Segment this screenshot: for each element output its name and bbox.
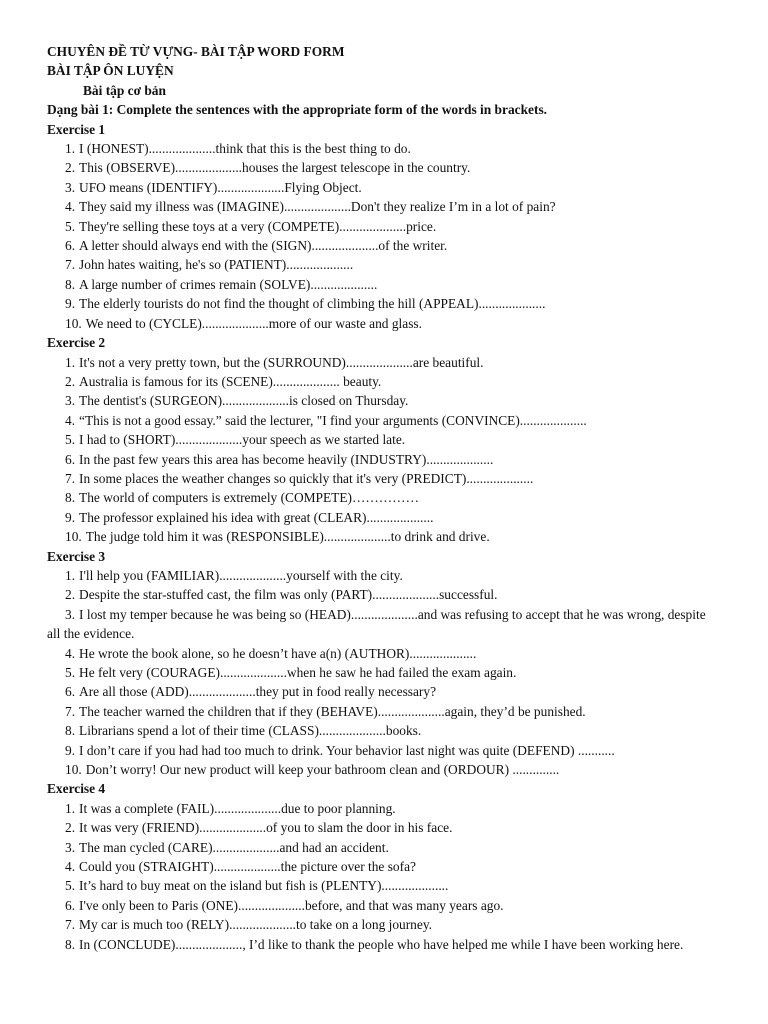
item-number: 2. bbox=[65, 373, 76, 389]
exercise-item bbox=[47, 197, 716, 216]
exercise-item bbox=[47, 702, 716, 721]
exercise-list bbox=[47, 120, 716, 954]
item-number: 3. bbox=[65, 839, 76, 855]
item-number: 5. bbox=[65, 432, 76, 448]
exercise-item bbox=[47, 818, 716, 837]
item-number: 5. bbox=[65, 218, 76, 234]
exercise-item bbox=[47, 353, 716, 372]
item-text: A letter should always end with the (SIGN)....................of the writer. bbox=[79, 238, 448, 254]
exercise-item bbox=[47, 935, 716, 954]
exercise-section bbox=[47, 547, 716, 780]
exercise-section bbox=[47, 779, 716, 954]
item-number: 7. bbox=[65, 703, 76, 719]
exercise-title: Exercise 4 bbox=[47, 781, 106, 797]
exercise-item bbox=[47, 178, 716, 197]
exercise-item bbox=[47, 896, 716, 915]
exercise-item bbox=[47, 391, 716, 410]
item-number: 1. bbox=[65, 800, 76, 816]
item-text: I had to (SHORT)....................your speech as we started late. bbox=[79, 432, 406, 448]
item-number: 1. bbox=[65, 567, 76, 583]
item-text: The elderly tourists do not find the thought of climbing the hill (APPEAL).................... bbox=[79, 296, 546, 312]
item-text: The world of computers is extremely (COMPETE)…………… bbox=[79, 490, 419, 506]
item-text: The teacher warned the children that if they (BEHAVE)....................again, they’d be punished. bbox=[79, 703, 586, 719]
exercise-item bbox=[47, 430, 716, 449]
exercise-item bbox=[47, 721, 716, 740]
item-number: 3. bbox=[65, 179, 76, 195]
item-number: 10. bbox=[65, 762, 82, 778]
item-text: They said my illness was (IMAGINE)....................Don't they realize I’m in a lot of pain? bbox=[79, 199, 556, 215]
item-number: 4. bbox=[65, 199, 76, 215]
item-number: 4. bbox=[65, 859, 76, 875]
item-text: The judge told him it was (RESPONSIBLE)....................to drink and drive. bbox=[85, 529, 490, 545]
item-number: 1. bbox=[65, 141, 76, 157]
item-text: I've only been to Paris (ONE)....................before, and that was many years ago. bbox=[79, 897, 504, 913]
item-text: Australia is famous for its (SCENE).................... beauty. bbox=[79, 373, 382, 389]
exercise-item bbox=[47, 838, 716, 857]
exercise-item bbox=[47, 469, 716, 488]
exercise-item bbox=[47, 760, 716, 779]
exercise-item bbox=[47, 217, 716, 236]
item-number: 9. bbox=[65, 742, 76, 758]
item-number: 5. bbox=[65, 665, 76, 680]
instruction-heading: Dạng bài 1: Complete the sentences with the appropriate form of the words in brackets. bbox=[47, 102, 547, 118]
exercise-item bbox=[47, 372, 716, 391]
item-number: 7. bbox=[65, 470, 76, 486]
item-text: He felt very (COURAGE)....................when he saw he had failed the exam again. bbox=[79, 665, 517, 680]
item-text: Could you (STRAIGHT)....................the picture over the sofa? bbox=[79, 859, 416, 875]
exercise-item bbox=[47, 158, 716, 177]
item-text: John hates waiting, he's so (PATIENT).................... bbox=[79, 257, 354, 273]
item-number: 2. bbox=[65, 820, 76, 836]
item-number: 10. bbox=[65, 315, 82, 331]
item-number: 2. bbox=[65, 587, 76, 603]
item-text: Librarians spend a lot of their time (CLASS)....................books. bbox=[79, 723, 422, 739]
item-number: 4. bbox=[65, 412, 76, 428]
exercise-item bbox=[47, 488, 716, 507]
exercise-item bbox=[47, 566, 716, 585]
item-text: I don’t care if you had had too much to drink. Your behavior last night was quite (DEFEND) ........... bbox=[79, 742, 615, 758]
item-text: A large number of crimes remain (SOLVE).................... bbox=[79, 276, 378, 292]
item-text: It's not a very pretty town, but the (SURROUND)....................are beautiful. bbox=[79, 354, 484, 370]
item-text: It was very (FRIEND)....................of you to slam the door in his face. bbox=[79, 820, 453, 836]
exercise-item bbox=[47, 915, 716, 934]
item-number: 1. bbox=[65, 354, 76, 370]
exercise-section bbox=[47, 120, 716, 333]
item-text: The professor explained his idea with great (CLEAR).................... bbox=[79, 509, 434, 525]
item-number: 7. bbox=[65, 917, 76, 933]
exercise-item bbox=[47, 644, 716, 663]
exercise-item bbox=[47, 741, 716, 760]
exercise-item bbox=[47, 314, 716, 333]
item-number: 10. bbox=[65, 529, 82, 545]
document-subtitle: BÀI TẬP ÔN LUYỆN bbox=[47, 63, 174, 79]
item-text: In some places the weather changes so quickly that it's very (PREDICT).................... bbox=[79, 470, 534, 486]
exercise-item bbox=[47, 411, 716, 430]
item-number: 2. bbox=[65, 160, 76, 176]
exercise-item bbox=[47, 255, 716, 274]
exercise-item bbox=[47, 585, 716, 604]
level-heading: Bài tập cơ bản bbox=[83, 82, 166, 98]
item-text: This (OBSERVE)....................houses the largest telescope in the country. bbox=[79, 160, 471, 176]
exercise-item bbox=[47, 605, 716, 644]
exercise-item bbox=[47, 450, 716, 469]
exercise-title: Exercise 3 bbox=[47, 548, 106, 564]
item-number: 6. bbox=[65, 238, 76, 254]
document-title: CHUYÊN ĐỀ TỪ VỰNG- BÀI TẬP WORD FORM bbox=[47, 44, 345, 59]
exercise-item bbox=[47, 139, 716, 158]
item-number: 4. bbox=[65, 645, 76, 661]
item-number: 6. bbox=[65, 897, 76, 913]
item-number: 9. bbox=[65, 509, 76, 525]
exercise-item bbox=[47, 799, 716, 818]
exercise-section bbox=[47, 333, 716, 546]
item-text: I (HONEST)....................think that this is the best thing to do. bbox=[79, 141, 411, 157]
item-number: 6. bbox=[65, 684, 76, 700]
exercise-item bbox=[47, 682, 716, 701]
exercise-item bbox=[47, 527, 716, 546]
item-text: In the past few years this area has become heavily (INDUSTRY).................... bbox=[79, 451, 494, 467]
item-text: The man cycled (CARE)....................and had an accident. bbox=[79, 839, 389, 855]
item-text: “This is not a good essay.” said the lecturer, "I find your arguments (CONVINCE).................... bbox=[79, 412, 587, 428]
item-number: 8. bbox=[65, 936, 76, 952]
item-text: Are all those (ADD)....................they put in food really necessary? bbox=[79, 684, 437, 700]
exercise-item bbox=[47, 508, 716, 527]
exercise-item bbox=[47, 275, 716, 294]
exercise-title: Exercise 2 bbox=[47, 335, 106, 351]
item-text: It was a complete (FAIL)....................due to poor planning. bbox=[79, 800, 396, 816]
item-text: They're selling these toys at a very (COMPETE)....................price. bbox=[79, 218, 437, 234]
item-text: He wrote the book alone, so he doesn’t have a(n) (AUTHOR).................... bbox=[79, 645, 477, 661]
item-text: The dentist's (SURGEON)....................is closed on Thursday. bbox=[79, 393, 409, 409]
item-text: It’s hard to buy meat on the island but fish is (PLENTY).................... bbox=[79, 878, 449, 894]
exercise-title: Exercise 1 bbox=[47, 121, 106, 137]
item-text: My car is much too (RELY)....................to take on a long journey. bbox=[79, 917, 432, 933]
item-text: I lost my temper because he was being so (HEAD)....................and was refusing to accept that he was wrong, despite all the evidence. bbox=[47, 606, 706, 642]
item-text: Don’t worry! Our new product will keep your bathroom clean and (ORDOUR) .............. bbox=[85, 762, 560, 778]
item-number: 8. bbox=[65, 723, 76, 739]
item-text: We need to (CYCLE)....................more of our waste and glass. bbox=[85, 315, 422, 331]
item-number: 8. bbox=[65, 276, 76, 292]
exercise-item bbox=[47, 294, 716, 313]
exercise-item bbox=[47, 876, 716, 895]
item-text: Despite the star-stuffed cast, the film was only (PART)....................successful. bbox=[79, 587, 498, 603]
exercise-item bbox=[47, 663, 716, 682]
item-text: I'll help you (FAMILIAR)....................yourself with the city. bbox=[79, 567, 403, 583]
item-number: 5. bbox=[65, 878, 76, 894]
item-text: In (CONCLUDE)...................., I’d like to thank the people who have helped me while I have been working here. bbox=[79, 936, 684, 952]
exercise-item bbox=[47, 236, 716, 255]
exercise-item bbox=[47, 857, 716, 876]
item-number: 7. bbox=[65, 257, 76, 273]
item-number: 6. bbox=[65, 451, 76, 467]
item-number: 8. bbox=[65, 490, 76, 506]
item-number: 9. bbox=[65, 296, 76, 312]
item-number: 3. bbox=[65, 393, 76, 409]
item-number: 3. bbox=[65, 606, 76, 622]
item-text: UFO means (IDENTIFY)....................Flying Object. bbox=[79, 179, 362, 195]
